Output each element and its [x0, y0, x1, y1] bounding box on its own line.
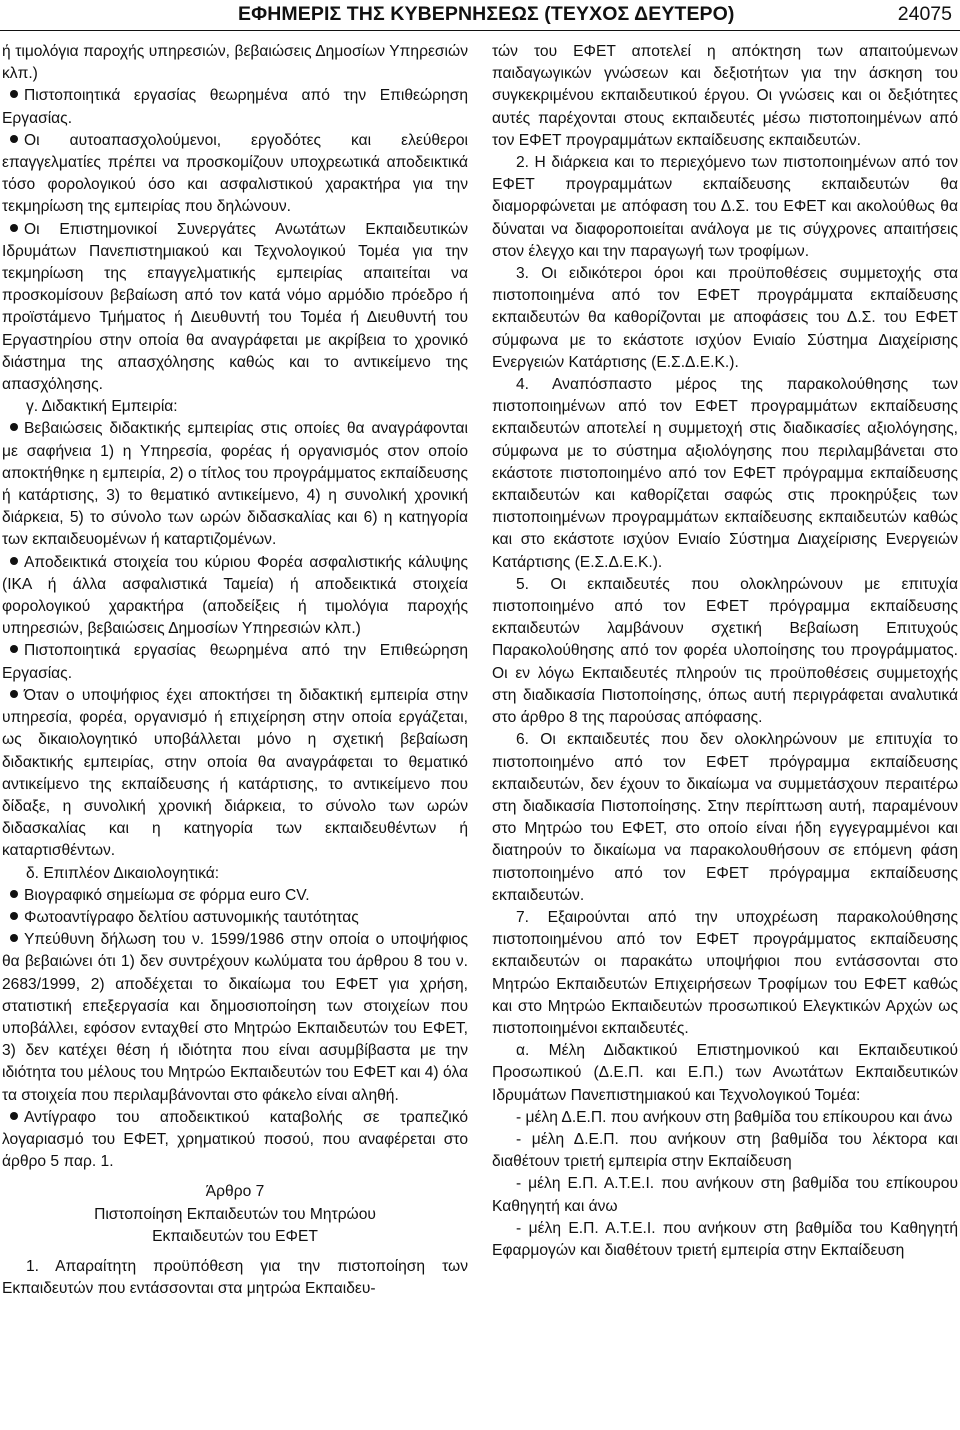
paragraph: 2. Η διάρκεια και το περιεχόμενο των πιστοποιημένων από τον ΕΦΕΤ προγραμμάτων εκπαίδευσης εκπαιδευτών θα διαμορφώνεται με απόφαση του Δ.Σ. του ΕΦΕΤ και ακολούθως θα δύναται να διαφοροποιείται ανάλογα με τις σύγχρονες απαιτήσεις στον έλεγχο και την παραγωγή των τροφίμων.	[492, 154, 958, 260]
left-column	[2, 41, 468, 1300]
bullet-item: Υπεύθυνη δήλωση του ν. 1599/1986 στην οποία ο υποψήφιος θα βεβαιώνει ότι 1) δεν συντρέχουν κωλύματα του άρθρου 8 του ν. 2683/1999, 2) αποδέχεται το δικαίωμα του ΕΦΕΤ για χρήση, στατιστική επεξεργασία και δημοσιοποίηση των στοιχείων που υποβάλλει, εφόσον ενταχθεί στο Μητρώο Εκπαιδευτών του ΕΦΕΤ, 3) δεν κατέχει θέση ή ιδιότητα που είναι ασυμβίβαστα με την ιδιότητα του μέλους του Μητρώο Εκπαιδευτών του ΕΦΕΤ και 4) όλα τα στοιχεία που περιλαμβάνονται στο φάκελο είναι αληθή.	[2, 929, 468, 1107]
dash-item: - μέλη Ε.Π. Α.Τ.Ε.Ι. που ανήκουν στη βαθμίδα του επίκουρου Καθηγητή και άνω	[492, 1175, 958, 1215]
bullet-item: Οι αυτοαπασχολούμενοι, εργοδότες και ελεύθεροι επαγγελματίες πρέπει να προσκομίζουν υποχρεωτικά αποδεικτικά τόσο φορολογικού όσο και ασφαλιστικού χαρακτήρα για την τεκμηρίωση της εμπειρίας που δηλώνουν.	[2, 130, 468, 219]
bullet-item: Βεβαιώσεις διδακτικής εμπειρίας στις οποίες θα αναγράφονται με σαφήνεια 1) η Υπηρεσία, φορέας ή οργανισμός στον οποίο αποκτήθηκε η εμπειρία, 2) ο τίτλος του προγράμματος εκπαίδευσης ή κατάρτισης, 3) το θεματικό αντικείμενο, 4) η συνολική χρονική διάρκεια, 5) το σύνολο των ωρών διδασκαλίας και 6) η κατηγορία των εκπαιδευομένων ή καταρτιζομένων.	[2, 418, 468, 551]
bullet-item: Πιστοποιητικά εργασίας θεωρημένα από την Επιθεώρηση Εργασίας.	[2, 640, 468, 684]
bullet-item: Φωτοαντίγραφο δελτίου αστυνομικής ταυτότητας	[2, 907, 468, 929]
paragraph: 3. Οι ειδικότεροι όροι και προϋποθέσεις συμμετοχής στα πιστοποιημένα από τον ΕΦΕΤ προγράμματα εκπαίδευσης εκπαιδευτών θα καθορίζονται με αποφάσεις του Δ.Σ. του ΕΦΕΤ σύμφωνα με το εκάστοτε ισχύον Ενιαίο Σύστημα Διαχείρισης Ενεργειών Κατάρτισης (Ε.Σ.Δ.Ε.Κ.).	[492, 265, 958, 371]
paragraph: 6. Οι εκπαιδευτές που δεν ολοκληρώνουν με επιτυχία το πιστοποιημένο από τον ΕΦΕΤ πρόγραμμα εκπαίδευσης εκπαιδευτών, δεν έχουν το δικαίωμα να συμμετάσχουν περαιτέρω στη διαδικασία Πιστοποίησης. Στην περίπτωση αυτή, παραμένουν στο Μητρώο του ΕΦΕΤ, στο οποίο είναι ήδη εγγεγραμμένοι και διατηρούν το δικαίωμα να παρακολουθήσουν σε επόμενη φάση πιστοποιημένο από τον ΕΦΕΤ πρόγραμμα εκπαίδευσης εκπαιδευτών.	[492, 731, 958, 904]
bullet-item: Βιογραφικό σημείωμα σε φόρμα euro CV.	[2, 885, 468, 907]
right-column	[492, 41, 958, 1262]
page-number: 24075	[897, 3, 952, 25]
gazette-title: ΕΦΗΜΕΡΙΣ ΤΗΣ ΚΥΒΕΡΝΗΣΕΩΣ (ΤΕΥΧΟΣ ΔΕΥΤΕΡΟ)	[238, 3, 735, 25]
paragraph: τών του ΕΦΕΤ αποτελεί η απόκτηση των απαιτούμενων παιδαγωγικών γνώσεων και δεξιοτήτων για την άσκηση του συγκεκριμένου εκπαιδευτικού έργου. Οι γνώσεις και οι δεξιότητες αυτές παρέχονται στους εκπαιδευτές μέσω πιστοποιημένων από τον ΕΦΕΤ προγραμμάτων εκπαίδευσης εκπαιδευτών.	[492, 43, 958, 149]
paragraph: 7. Εξαιρούνται από την υποχρέωση παρακολούθησης πιστοποιημένου από τον ΕΦΕΤ προγράμματος εκπαίδευσης εκπαιδευτών οι παρακάτω υποψήφιοι που εντάσσονται στο Μητρώο Εκπαιδευτών Επιχειρήσεων Τροφίμων του ΕΦΕΤ καθώς και στο Μητρώο Εκπαιδευτών προσωπικού Ελεγκτικών Αρχών ως πιστοποιημένοι εκπαιδευτές.	[492, 908, 958, 1037]
article-title: Πιστοποίηση Εκπαιδευτών του Μητρώου Εκπαιδευτών του ΕΦΕΤ	[94, 1205, 376, 1245]
article-number: Άρθρο 7	[205, 1183, 265, 1201]
dash-item: - μέλη Ε.Π. Α.Τ.Ε.Ι. που ανήκουν στη βαθμίδα του Καθηγητή Εφαρμογών και διαθέτουν τριετή εμπειρία στην Εκπαίδευση	[492, 1219, 958, 1259]
section-heading: γ. Διδακτική Εμπειρία:	[26, 398, 178, 416]
dash-item: - μέλη Δ.Ε.Π. που ανήκουν στη βαθμίδα του λέκτορα και διαθέτουν τριετή εμπειρία στην Εκπαίδευση	[492, 1130, 958, 1171]
page-header	[0, 0, 960, 31]
paragraph: 1. Απαραίτητη προϋπόθεση για την πιστοποίηση των Εκπαιδευτών που εντάσσονται στα μητρώα Εκπαιδευ-	[2, 1257, 468, 1298]
bullet-item: Αντίγραφο του αποδεικτικού καταβολής σε τραπεζικό λογαριασμό του ΕΦΕΤ, χρηματικού ποσού, που αναφέρεται στο άρθρο 5 παρ. 1.	[2, 1107, 468, 1174]
paragraph: ή τιμολόγια παροχής υπηρεσιών, βεβαιώσεις Δημοσίων Υπηρεσιών κλπ.)	[2, 43, 468, 83]
bullet-item: Πιστοποιητικά εργασίας θεωρημένα από την Επιθεώρηση Εργασίας.	[2, 85, 468, 129]
paragraph: 5. Οι εκπαιδευτές που ολοκληρώνουν με επιτυχία πιστοποιημένο από τον ΕΦΕΤ πρόγραμμα εκπαίδευσης εκπαιδευτών λαμβάνουν σχετική Βεβαίωση Επιτυχούς Παρακολούθησης από τον φορέα υλοποίησης του προγράμματος. Οι εν λόγω Εκπαιδευτές πληρούν τις προϋποθέσεις συμμετοχής στη διαδικασία Πιστοποίησης, όπως αυτή περιγράφεται αναλυτικά στο άρθρο 8 της παρούσας απόφασης.	[492, 575, 958, 727]
bullet-item: Αποδεικτικά στοιχεία του κύριου Φορέα ασφαλιστικής κάλυψης (ΙΚΑ ή άλλα ασφαλιστικά Ταμεία) ή αποδεικτικά στοιχεία φορολογικού χαρακτήρα (αποδείξεις ή τιμολόγια παροχής υπηρεσιών, βεβαιώσεις Δημοσίων Υπηρεσιών κλπ.)	[2, 552, 468, 641]
paragraph: α. Μέλη Διδακτικού Επιστημονικού και Εκπαιδευτικού Προσωπικού (Δ.Ε.Π. και Ε.Π.) των Ανωτάτων Εκπαιδευτικών Ιδρυμάτων Πανεπιστημιακού και Τεχνολογικού Τομέα:	[492, 1042, 958, 1104]
section-heading: δ. Επιπλέον Δικαιολογητικά:	[26, 864, 220, 882]
dash-item: - μέλη Δ.Ε.Π. που ανήκουν στη βαθμίδα του επίκουρου και άνω	[516, 1108, 953, 1126]
paragraph: 4. Αναπόσπαστο μέρος της παρακολούθησης των πιστοποιημένων από τον ΕΦΕΤ προγραμμάτων εκπαίδευσης εκπαιδευτών αποτελεί η συμμετοχή στις διαδικασίες αξιολόγησης, σύμφωνα με το σύστημα αξιολόγησης που περιλαμβάνεται στο εκάστοτε πιστοποιημένο από τον ΕΦΕΤ πρόγραμμα εκπαίδευσης εκπαιδευτών και καθορίζεται σαφώς στις προκηρύξεις των πιστοποιημένων προγραμμάτων εκπαίδευσης εκπαιδευτών καθώς και στο εκάστοτε ισχύον Ενιαίο Σύστημα Διαχείρισης Ενεργειών Κατάρτισης (Ε.Σ.Δ.Ε.Κ.).	[492, 376, 958, 571]
bullet-item: Όταν ο υποψήφιος έχει αποκτήσει τη διδακτική εμπειρία στην υπηρεσία, φορέα, οργανισμό ή επιχείρηση στην οποία εργάζεται, ως δικαιολογητικό υποβάλλεται μόνο η σχετική βεβαίωση διδακτικής εμπειρίας, στην οποία θα αναγράφεται το θεματικό αντικείμενο της εκπαίδευσης ή κατάρτισης, το αντικείμενο που δίδαξε, η συνολική χρονική διάρκεια, το σύνολο των ωρών διδασκαλίας και η κατηγορία των εκπαιδευθέντων ή καταρτισθέντων.	[2, 685, 468, 863]
bullet-item: Οι Επιστημονικοί Συνεργάτες Ανωτάτων Εκπαιδευτικών Ιδρυμάτων Πανεπιστημιακού και Τεχνολογικού Τομέα για την τεκμηρίωση της επαγγελματικής εμπειρίας απαιτείται να προσκομίσουν βεβαίωση από τον κατά νόμο αρμόδιο πρόεδρο ή προϊστάμενο Τμήματος ή Διευθυντή του Τομέα ή Διευθυντή του Εργαστηρίου στην οποία θα αναγράφεται με ακρίβεια το χρονικό διάστημα της απασχόλησης καθώς και το αντικείμενο της απασχόλησης.	[2, 219, 468, 397]
